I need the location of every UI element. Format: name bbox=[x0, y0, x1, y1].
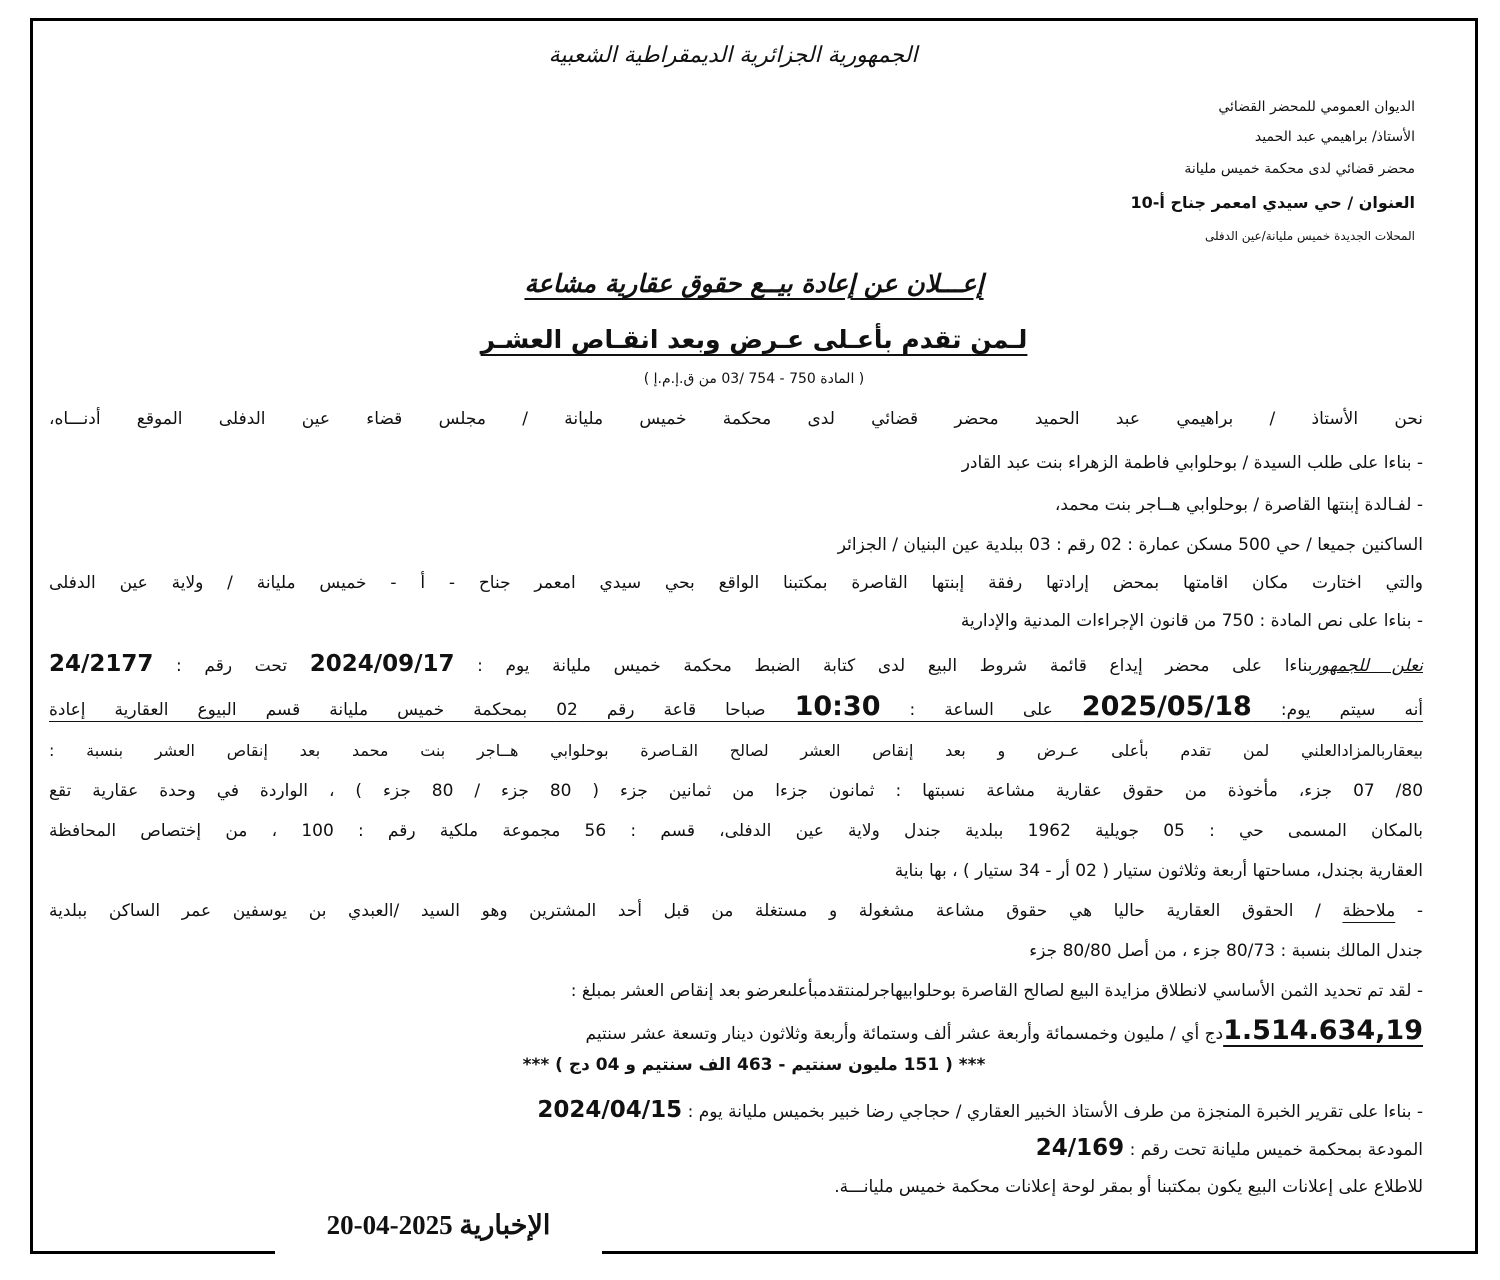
office-line-2: الأستاذ/ براهيمي عبد الحميد bbox=[1254, 129, 1415, 145]
body-line-9: بيعقاربالمزادالعلني لمن تقدم بأعلى عـرض و بعد إنقاص العشر لصالح القـاصرة بوحلوابي هــاجر بنت محمد بعد إنقاص العشر بنسبة : bbox=[49, 741, 1423, 760]
body-line-7 bbox=[49, 651, 1423, 677]
deposit-date: 2024/09/17 bbox=[309, 651, 455, 677]
base-price-words: دج أي / مليون وخمسمائة وأربعة عشر ألف وستمائة وأربعة وثلاثون دينار وتسعة عشر سنتيم bbox=[585, 1024, 1224, 1044]
body-line-20: للاطلاع على إعلانات البيع يكون بمكتبنا أو بمقر لوحة إعلانات محكمة خميس مليانـــة. bbox=[834, 1177, 1423, 1197]
base-price: 1.514.634,19 bbox=[1223, 1015, 1423, 1046]
body-line-8-c: صباحا قاعة رقم 02 بمحكمة خميس مليانة قسم البيوع العقارية إعادة bbox=[49, 700, 766, 720]
deposit-number: 24/2177 bbox=[49, 651, 154, 677]
body-line-16 bbox=[586, 1015, 1423, 1046]
body-line-13-dash: - bbox=[1395, 901, 1423, 921]
newspaper-date: 2025-04-20 bbox=[326, 1210, 453, 1240]
body-line-13 bbox=[49, 901, 1423, 921]
body-line-19-text: المودعة بمحكمة خميس مليانة تحت رقم : bbox=[1129, 1140, 1423, 1160]
body-line-2: - بناءا على طلب السيدة / بوحلوابي فاطمة الزهراء بنت عبد القادر bbox=[961, 453, 1423, 473]
body-line-3: - لفـالدة إبنتها القاصرة / بوحلوابي هــاجر بنت محمد، bbox=[1054, 495, 1423, 515]
office-line-1: الديوان العمومي للمحضر القضائي bbox=[1218, 99, 1415, 115]
body-line-8-b: على الساعة : bbox=[909, 700, 1053, 720]
body-line-6: - بناءا على نص المادة : 750 من قانون الإجراءات المدنية والإدارية bbox=[960, 611, 1423, 631]
announcement-frame bbox=[30, 18, 1478, 1254]
announcement-subtitle bbox=[33, 325, 1475, 354]
expert-report-date: 2024/04/15 bbox=[537, 1097, 683, 1123]
body-line-14: جندل المالك بنسبة : 80/73 جزء ، من أصل 80/80 جزء bbox=[1029, 941, 1423, 961]
sale-date: 2025/05/18 bbox=[1081, 691, 1252, 722]
office-line-5: المحلات الجديدة خميس مليانة/عين الدفلى bbox=[1204, 229, 1415, 243]
announcement-title bbox=[33, 269, 1475, 298]
body-line-5: والتي اختارت مكان اقامتها بمحض إرادتها رفقة إبنتها القاصرة بمكتبنا الواقع بحي سيدي امعمر جناح - أ - خميس مليانة / ولاية عين الدفلى bbox=[49, 573, 1423, 593]
body-line-1: نحن الأستاذ / براهيمي عبد الحميد محضر قضائي لدى محكمة خميس مليانة / مجلس قضاء عين الدفلى الموقع أدنـــاه، bbox=[49, 409, 1423, 429]
announcement-subtitle-text: لـمن تقدم بأعـلى عـرض وبعد انقـاص العشـر bbox=[480, 325, 1028, 354]
body-line-15: - لقد تم تحديد الثمن الأساسي لانطلاق مزايدة البيع لصالح القاصرة بوحلوابيهاجرلمنتقدمبأعلىعرضو بعد إنقاص العشر بمبلغ : bbox=[570, 981, 1423, 1001]
newspaper-name: الإخبارية bbox=[459, 1210, 551, 1240]
body-line-17: *** ( 151 مليون سنتيم - 463 الف سنتيم و 04 دج ) *** bbox=[522, 1055, 986, 1075]
sale-time: 10:30 bbox=[794, 691, 881, 722]
body-line-7-label: تحت رقم : bbox=[176, 656, 288, 676]
public-announce-label: نعلن للجمهور bbox=[1312, 656, 1424, 676]
body-line-7-text: بناءا على محضر إيداع قائمة شروط البيع لدى كتابة الضبط محكمة خميس مليانة يوم : bbox=[477, 656, 1313, 676]
body-line-10: 80/ 07 جزء، مأخوذة من حقوق عقارية مشاعة نسبتها : ثمانون جزءا من ثمانين جزء ( 80 جزء / 80 جزء ) ، الواردة في وحدة عقارية تقع bbox=[49, 781, 1424, 801]
office-line-3: محضر قضائي لدى محكمة خميس مليانة bbox=[1184, 161, 1415, 177]
article-reference: ( المادة 750 - 754 /03 من ق.إ.م.إ ) bbox=[643, 371, 865, 387]
republic-header: الجمهورية الجزائرية الديمقراطية الشعبية bbox=[548, 43, 918, 68]
body-line-13-text: / الحقوق العقارية حاليا هي حقوق مشاعة مشغولة و مستغلة من قبل أحد المشترين وهو السيد /العبدي بن يوسفين عمر الساكن ببلدية bbox=[49, 901, 1321, 921]
note-label: ملاحظة bbox=[1342, 901, 1396, 921]
body-line-18-text: - بناءا على تقرير الخبرة المنجزة من طرف الأستاذ الخبير العقاري / حجاجي رضا خبير بخميس مليانة يوم : bbox=[687, 1102, 1423, 1122]
announcement-document bbox=[33, 21, 1475, 1251]
body-line-19 bbox=[1036, 1135, 1423, 1161]
body-line-8-a: أنه سيتم يوم: bbox=[1280, 700, 1424, 720]
body-line-8 bbox=[49, 691, 1423, 722]
newspaper-footer bbox=[275, 1196, 602, 1254]
body-line-12: العقارية بجندل، مساحتها أربعة وثلاثون ستيار ( 02 أر - 34 ستيار ) ، بها بناية bbox=[894, 861, 1423, 881]
announcement-title-text: إعـــلان عن إعادة بيــع حقوق عقارية مشاعة bbox=[524, 269, 984, 298]
body-line-18 bbox=[537, 1097, 1423, 1123]
body-line-11: بالمكان المسمى حي : 05 جويلية 1962 ببلدية جندل ولاية عين الدفلى، قسم : 56 مجموعة ملكية رقم : 100 ، من إختصاص المحافظة bbox=[49, 821, 1423, 841]
expert-report-number: 24/169 bbox=[1035, 1135, 1125, 1161]
body-line-4: الساكنين جميعا / حي 500 مسكن عمارة : 02 رقم : 03 ببلدية عين البنيان / الجزائر bbox=[837, 535, 1423, 555]
office-address: العنوان / حي سيدي امعمر جناح أ-10 bbox=[1130, 193, 1415, 212]
